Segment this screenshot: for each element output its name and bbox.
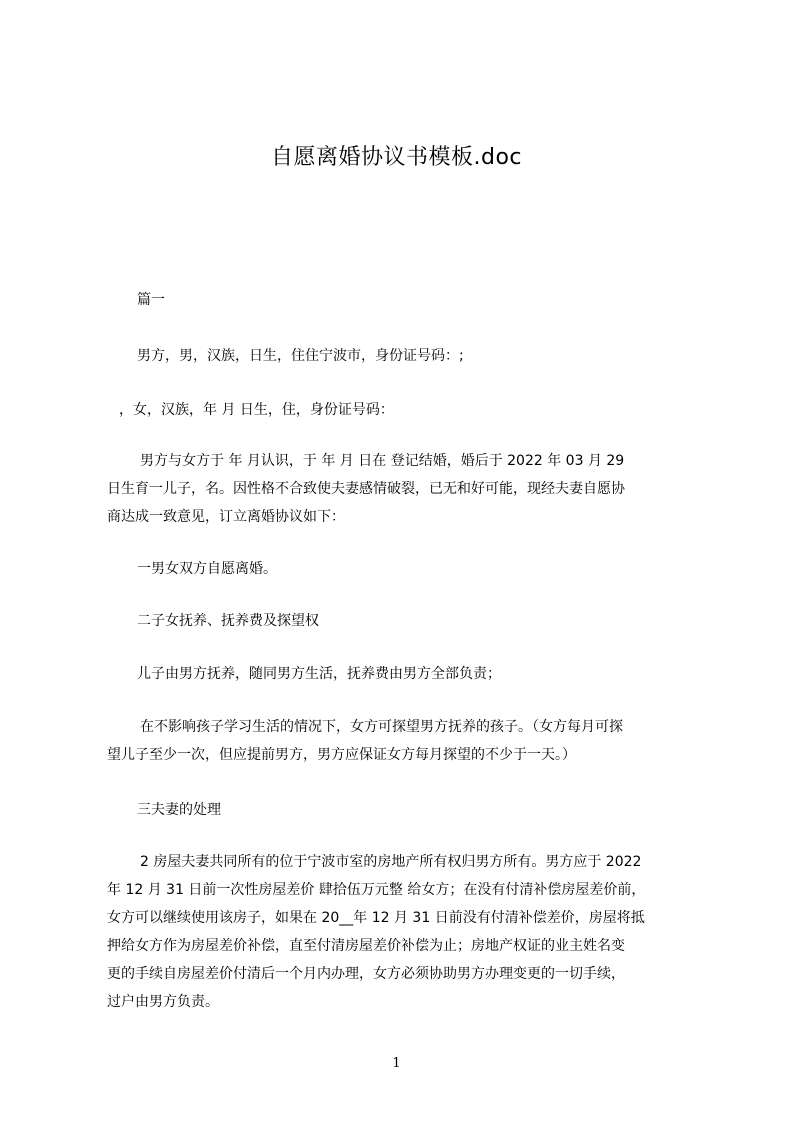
property-line-6: 过户由男方负责。 [107,994,219,1010]
property-line-1: 2 房屋夫妻共同所有的位于宁波市室的房地产所有权归男方所有。男方应于 2022 [140,854,642,870]
clause-2-text: 儿子由男方抚养，随同男方生活，抚养费由男方全部负责； [137,666,501,682]
section-heading: 篇一 [137,292,165,308]
visitation-paragraph [107,713,700,769]
visitation-line-2: 望儿子至少一次，但应提前男方，男方应保证女方每月探望的不少于一天。） [107,747,576,763]
clause-2-heading: 二子女抚养、抚养费及探望权 [137,613,319,629]
clause-1: 一男女双方自愿离婚。 [137,561,277,577]
intro-line-1: 男方与女方于 年 月认识，于 年 月 日在 登记结婚，婚后于 2022 年 03 月 29 [140,453,625,469]
property-line-2: 年 12 月 31 日前一次性房屋差价 肆拾伍万元整 给女方；在没有付清补偿房屋差价前， [107,882,646,898]
property-line-5: 更的手续自房屋差价付清后一个月内办理，女方必须协助男方办理变更的一切手续， [107,966,625,982]
male-party-info: 男方，男，汉族，日生，住住宁波市，身份证号码：; [137,348,464,364]
intro-paragraph [107,447,700,531]
property-line-4: 押给女方作为房屋差价补偿，直至付清房屋差价补偿为止；房地产权证的业主姓名变 [107,938,625,954]
visitation-line-1: 在不影响孩子学习生活的情况下，女方可探望男方抚养的孩子。（女方每月可探 [140,719,623,735]
clause-3-heading: 三夫妻的处理 [137,802,221,818]
intro-line-3: 商达成一致意见，订立离婚协议如下： [107,509,345,525]
female-party-info: ，女，汉族，年 月 日生，住，身份证号码： [119,402,394,418]
intro-line-2: 日生育一儿子，名。因性格不合致使夫妻感情破裂，已无和好可能，现经夫妻自愿协 [107,481,625,497]
property-line-3: 女方可以继续使用该房子，如果在 20__年 12 月 31 日前没有付清补偿差价，房屋将抵 [107,910,645,926]
property-paragraph [107,848,700,1016]
document-title: 自愿离婚协议书模板.doc [270,145,522,170]
page-number: 1 [392,1056,401,1071]
